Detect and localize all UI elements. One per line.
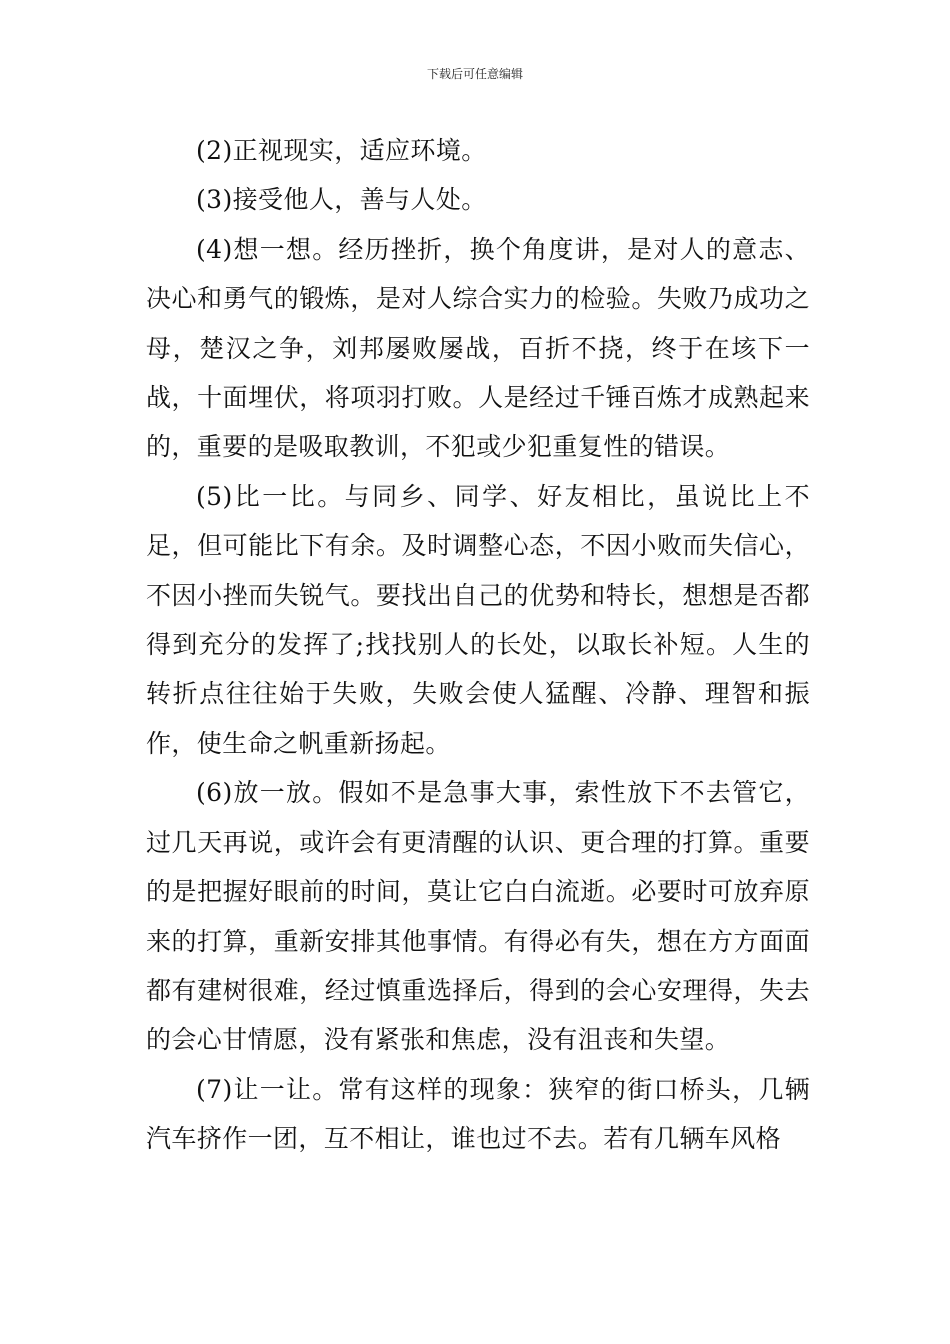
paragraph-3: (3)接受他人，善与人处。 (196, 185, 487, 215)
paragraph-2: (2)正视现实，适应环境。 (196, 136, 487, 165)
paragraph-7: (7)让一让。常有这样的现象：狭窄的街口桥头，几辆汽车挤作一团，互不相让，谁也过不去。若有几辆车风格 (146, 1074, 810, 1154)
paragraph-6: (6)放一放。假如不是急事大事，索性放下不去管它，过几天再说，或许会有更清醒的认识、更合理的打算。重要的是把握好眼前的时间，莫让它白白流逝。必要时可放弃原来的打算，重新安排其他事情。有得必有失，想在方方面面都有建树很难，经过慎重选择后，得到的会心安理得，失去的会心甘情愿，没有紧张和焦虑，没有沮丧和失望。 (146, 778, 810, 1055)
document-body (146, 126, 810, 1164)
paragraph-4: (4)想一想。经历挫折，换个角度讲，是对人的意志、决心和勇气的锻炼，是对人综合实力的检验。失败乃成功之母，楚汉之争，刘邦屡败屡战，百折不挠，终于在垓下一战，十面埋伏，将项羽打败。人是经过千锤百炼才成熟起来的，重要的是吸取教训，不犯或少犯重复性的错误。 (146, 234, 810, 462)
paragraph-5: (5)比一比。与同乡、同学、好友相比，虽说比上不足，但可能比下有余。及时调整心态，不因小败而失信心，不因小挫而失锐气。要找出自己的优势和特长，想想是否都得到充分的发挥了;找找别人的长处，以取长补短。人生的转折点往往始于失败，失败会使人猛醒、冷静、理智和振作，使生命之帆重新扬起。 (146, 481, 810, 758)
page-header-note: 下载后可任意编辑 (426, 67, 523, 81)
